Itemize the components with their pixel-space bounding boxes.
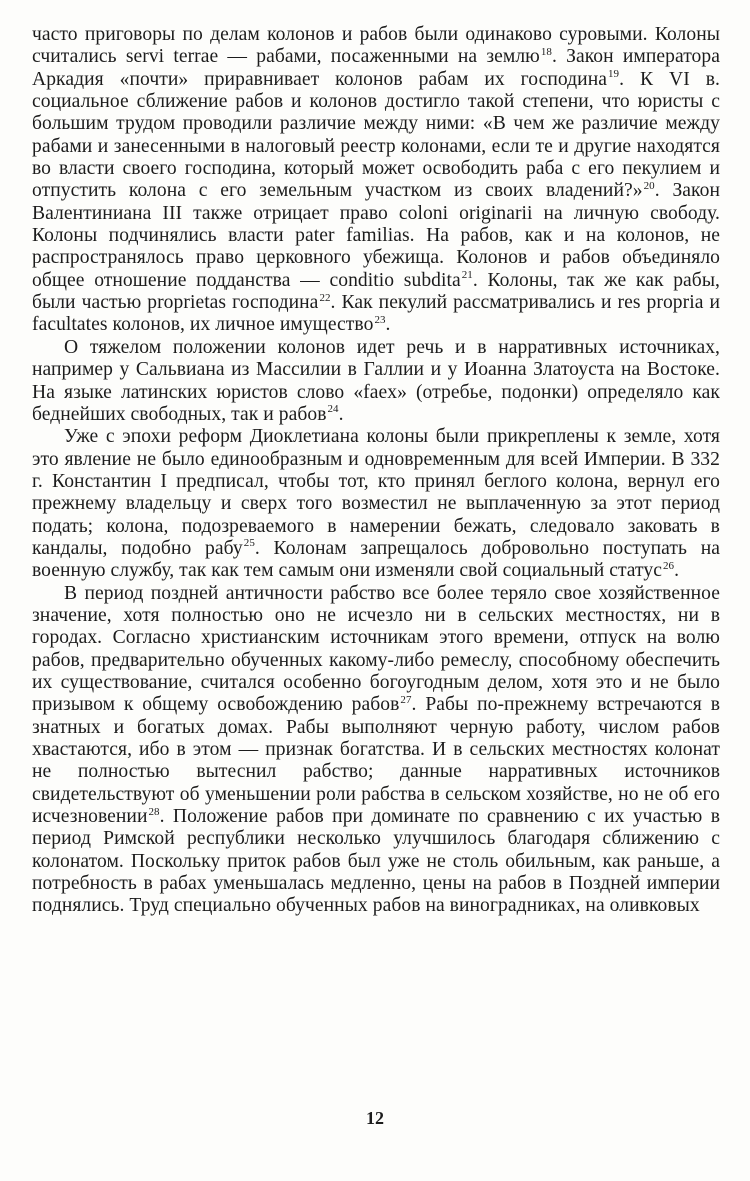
text-run: . Закон императора Аркадия «почти» приравнивает колонов рабам их господина bbox=[32, 46, 720, 90]
text-run: . Как пекулий рассматривались и res propria и facultates колонов, их личное имущество bbox=[32, 292, 720, 336]
text-run: . bbox=[385, 314, 391, 336]
text-run: В период поздней античности рабство все более теряло свое хозяйственное значение, хотя полностью оно не исчезло ни в сельских местностях, ни в городах. Согласно христианским источникам этого времени, отпуск на волю рабов, предварительно обученных какому-либо ремеслу, способному обеспечить их существование, считался особенно богоугодным делом, хотя это и не было призывом к общему освобождению рабов bbox=[32, 582, 720, 716]
paragraph bbox=[32, 583, 720, 918]
text-run: Уже с эпохи реформ Диоклетиана колоны были прикреплены к земле, хотя это явление не было единообразным и одновременным для всей Империи. В 332 г. Константин I предписал, чтобы тот, кто принял беглого колона, вернул его прежнему владельцу и сверх того возместил не выплаченную за этот период подать; колона, подозреваемого в намерении бежать, следовало заковать в кандалы, подобно рабу bbox=[32, 426, 720, 559]
footnote-ref: 18 bbox=[540, 45, 552, 58]
footnote-ref: 27 bbox=[400, 693, 412, 706]
text-run: . Закон Валентиниана III также отрицает право coloni originarii на личную свободу. Колоны подчинялись власти pater familias. На рабов, как и на колонов, не распространялось право церковного убежища. Колонов и рабов объединяло общее отношение подданства — conditio subdita bbox=[32, 180, 721, 291]
footnote-ref: 22 bbox=[319, 291, 331, 304]
text-run: . Колоны, так же как рабы, были частью proprietas господина bbox=[32, 269, 720, 314]
footnote-ref: 19 bbox=[608, 68, 620, 81]
footnote-ref: 25 bbox=[243, 537, 255, 550]
text-run: . Положение рабов при доминате по сравнению с их участью в период Римской республики несколько улучшилось благодаря сближению с колонатом. Поскольку приток рабов был уже не столь обильным, как раньше, а потребность в рабах уменьшалась медленно, цены на рабов в Поздней империи поднялись. Труд специально обученных рабов на виноградниках, на оливковых bbox=[32, 806, 720, 917]
text-run: . Колонам запрещалось добровольно поступать на военную службу, так как тем самым они изменяли свой социальный статус bbox=[32, 537, 720, 582]
page-number: 12 bbox=[366, 1108, 384, 1128]
footnote-ref: 21 bbox=[461, 269, 473, 282]
footnote-ref: 24 bbox=[327, 403, 339, 416]
body-text bbox=[32, 24, 720, 918]
paragraph bbox=[32, 337, 720, 426]
text-run: . Рабы по-прежнему встречаются в знатных и богатых домах. Рабы выполняют черную работу, числом рабов хвастаются, ибо в этом — признак богатства. И в сельских местностях колонат не полностью вытеснил рабство; данные нарративных источников свидетельствуют об уменьшении роли рабства в сельском хозяйстве, но не об его исчезновении bbox=[32, 694, 720, 828]
text-run: . К VI в. социальное сближение рабов и колонов достигло такой степени, что юристы с большим трудом проводили различие между ними: «В чем же различие между рабами и занесенными в налоговый реестр колонами, если те и другие находятся во власти своего господина, который может освободить раба с его пекулием и отпустить колона с его земельным участком из своих владений?» bbox=[32, 68, 721, 202]
paragraph bbox=[32, 24, 720, 337]
text-run: . bbox=[674, 560, 680, 582]
paragraph bbox=[32, 426, 720, 582]
text-run: . bbox=[338, 403, 344, 425]
footnote-ref: 20 bbox=[643, 179, 655, 192]
text-run: О тяжелом положении колонов идет речь и в нарративных источниках, например у Сальвиана из Массилии в Галлии и у Иоанна Златоуста на Востоке. На языке латинских юристов слово «faex» (отребье, подонки) определяло как беднейших свободных, так и рабов bbox=[32, 336, 720, 425]
text-run: часто приговоры по делам колонов и рабов были одинаково суровыми. Колоны считались servi terrae — рабами, посаженными на землю bbox=[32, 24, 720, 68]
footnote-ref: 28 bbox=[148, 805, 160, 818]
footnote-ref: 26 bbox=[663, 559, 675, 572]
footnote-ref: 23 bbox=[374, 313, 386, 326]
